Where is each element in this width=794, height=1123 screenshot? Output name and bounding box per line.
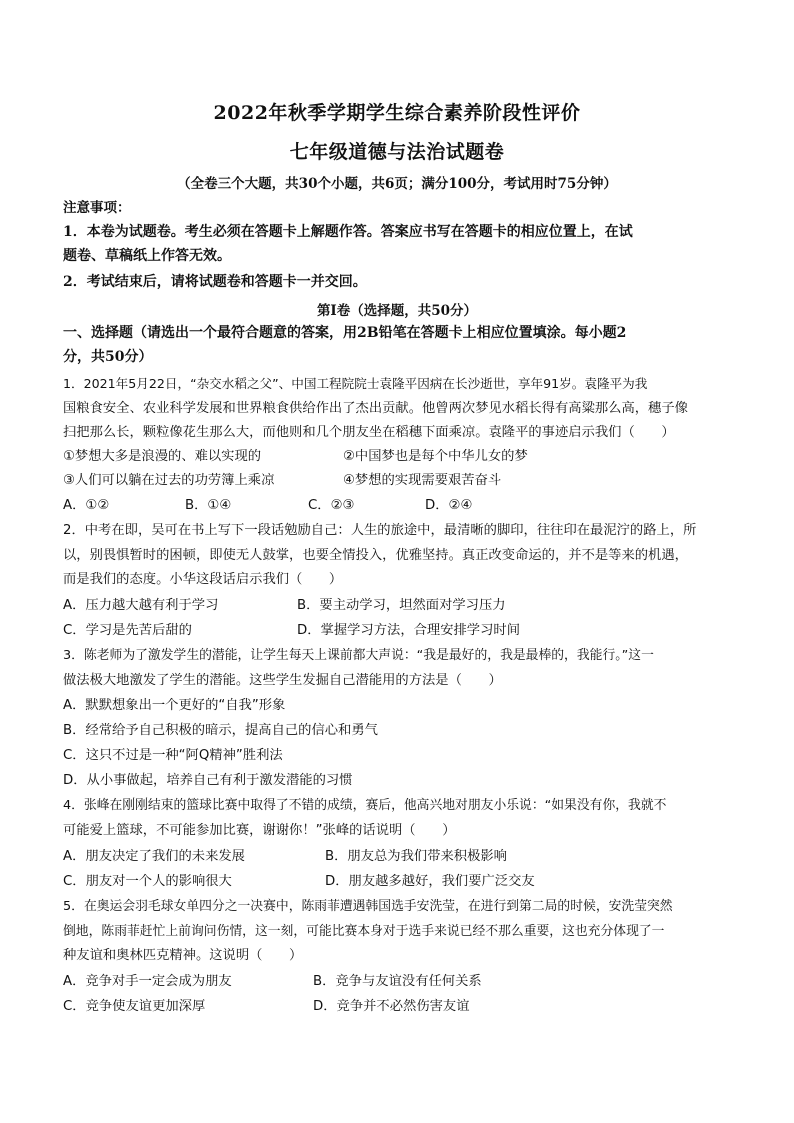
question-4-option-d: D．朋友越多越好，我们要广泛交友 bbox=[325, 874, 535, 889]
question-1-statement-4: ④梦想的实现需要艰苦奋斗 bbox=[343, 473, 502, 488]
question-5-line-3: 种友谊和奥林匹克精神。这说明（ ） bbox=[63, 948, 303, 963]
question-1-statement-1: ①梦想大多是浪漫的、难以实现的 bbox=[63, 449, 262, 464]
question-2-option-b: B．要主动学习，坦然面对学习压力 bbox=[297, 598, 506, 613]
question-3-option-c: C．这只不过是一种“阿Q精神”胜利法 bbox=[63, 748, 283, 763]
notice-heading: 注意事项： bbox=[63, 200, 131, 216]
question-3-option-a: A．默默想象出一个更好的“自我”形象 bbox=[63, 698, 286, 713]
question-2-line-1: 2．中考在即，吴可在书上写下一段话勉励自己：人生的旅途中，最清晰的脚印，往往印在最泥泞的路上，所 bbox=[63, 523, 697, 538]
question-1-line-3: 扫把那么长，颗粒像花生那么大，而他则和几个朋友坐在稻穗下面乘凉。袁隆平的事迹启示我们（ ） bbox=[63, 425, 675, 440]
exam-title: 2022年秋季学期学生综合素养阶段性评价 bbox=[213, 102, 581, 124]
question-5-option-a: A．竞争对手一定会成为朋友 bbox=[63, 974, 232, 989]
question-1-statement-3: ③人们可以躺在过去的功劳簿上乘凉 bbox=[63, 473, 275, 488]
question-5-option-c: C．竞争使友谊更加深厚 bbox=[63, 999, 206, 1014]
exam-subtitle: 七年级道德与法治试题卷 bbox=[289, 141, 505, 163]
question-3-option-d: D．从小事做起，培养自己有利于激发潜能的习惯 bbox=[63, 773, 353, 788]
question-2-option-c: C．学习是先苦后甜的 bbox=[63, 623, 192, 638]
exam-info: （全卷三个大题，共30个小题，共6页；满分100分，考试用时75分钟） bbox=[177, 176, 617, 192]
part-1-title: 第Ⅰ卷（选择题，共50分） bbox=[316, 303, 478, 319]
notice-item-1-line-2: 题卷、草稿纸上作答无效。 bbox=[63, 248, 231, 264]
question-2-line-3: 而是我们的态度。小华这段话启示我们（ ） bbox=[63, 572, 343, 587]
notice-item-2: 2．考试结束后，请将试题卷和答题卡一并交回。 bbox=[63, 274, 367, 290]
question-2-line-2: 以，别畏惧暂时的困顿，即使无人鼓掌，也要全情投入，优雅坚持。真正改变命运的，并不是等来的机遇， bbox=[63, 548, 688, 563]
question-3-option-b: B．经常给予自己积极的暗示，提高自己的信心和勇气 bbox=[63, 723, 378, 738]
question-3-line-2: 做法极大地激发了学生的潜能。这些学生发掘自己潜能用的方法是（ ） bbox=[63, 673, 502, 688]
question-5-line-2: 倒地，陈雨菲赶忙上前询问伤情，这一刻，可能比赛本身对于选手来说已经不那么重要，这也充分体现了一 bbox=[63, 924, 665, 939]
question-1-option-b: B．①④ bbox=[185, 498, 232, 513]
question-4-line-2: 可能爱上篮球，不可能参加比赛，谢谢你！”张峰的话说明（ ） bbox=[63, 823, 456, 838]
section-1-instruction-line-2: 分，共50分） bbox=[63, 349, 153, 365]
question-4-option-a: A．朋友决定了我们的未来发展 bbox=[63, 849, 245, 864]
question-3-line-1: 3．陈老师为了激发学生的潜能，让学生每天上课前都大声说：“我是最好的，我是最棒的，我能行。”这一 bbox=[63, 648, 654, 663]
question-1-statement-2: ②中国梦也是每个中华儿女的梦 bbox=[343, 449, 528, 464]
question-4-option-c: C．朋友对一个人的影响很大 bbox=[63, 874, 232, 889]
section-1-instruction-line-1: 一、选择题（请选出一个最符合题意的答案，用2B铅笔在答题卡上相应位置填涂。每小题2 bbox=[63, 325, 627, 341]
question-1-option-d: D．②④ bbox=[425, 498, 473, 513]
question-2-option-d: D．掌握学习方法，合理安排学习时间 bbox=[297, 623, 520, 638]
question-1-option-a: A．①② bbox=[63, 498, 110, 513]
question-4-option-b: B．朋友总为我们带来积极影响 bbox=[325, 849, 507, 864]
question-1-line-2: 国粮食安全、农业科学发展和世界粮食供给作出了杰出贡献。他曾两次梦见水稻长得有高粱那么高，穗子像 bbox=[63, 401, 688, 416]
question-1-line-1: 1．2021年5月22日，“杂交水稻之父”、中国工程院院士袁隆平因病在长沙逝世，享年91岁。袁隆平为我 bbox=[63, 376, 648, 391]
question-1-option-c: C．②③ bbox=[308, 498, 355, 513]
question-5-option-b: B．竞争与友谊没有任何关系 bbox=[313, 974, 482, 989]
question-2-option-a: A．压力越大越有利于学习 bbox=[63, 598, 219, 613]
notice-item-1-line-1: 1．本卷为试题卷。考生必须在答题卡上解题作答。答案应书写在答题卡的相应位置上，在试 bbox=[63, 224, 633, 240]
question-5-line-1: 5．在奥运会羽毛球女单四分之一决赛中，陈雨菲遭遇韩国选手安洗莹，在进行到第二局的时候，安洗莹突然 bbox=[63, 899, 673, 914]
question-5-option-d: D．竞争并不必然伤害友谊 bbox=[313, 999, 470, 1014]
question-4-line-1: 4．张峰在刚刚结束的篮球比赛中取得了不错的成绩，赛后，他高兴地对朋友小乐说：“如果没有你，我就不 bbox=[63, 798, 667, 813]
